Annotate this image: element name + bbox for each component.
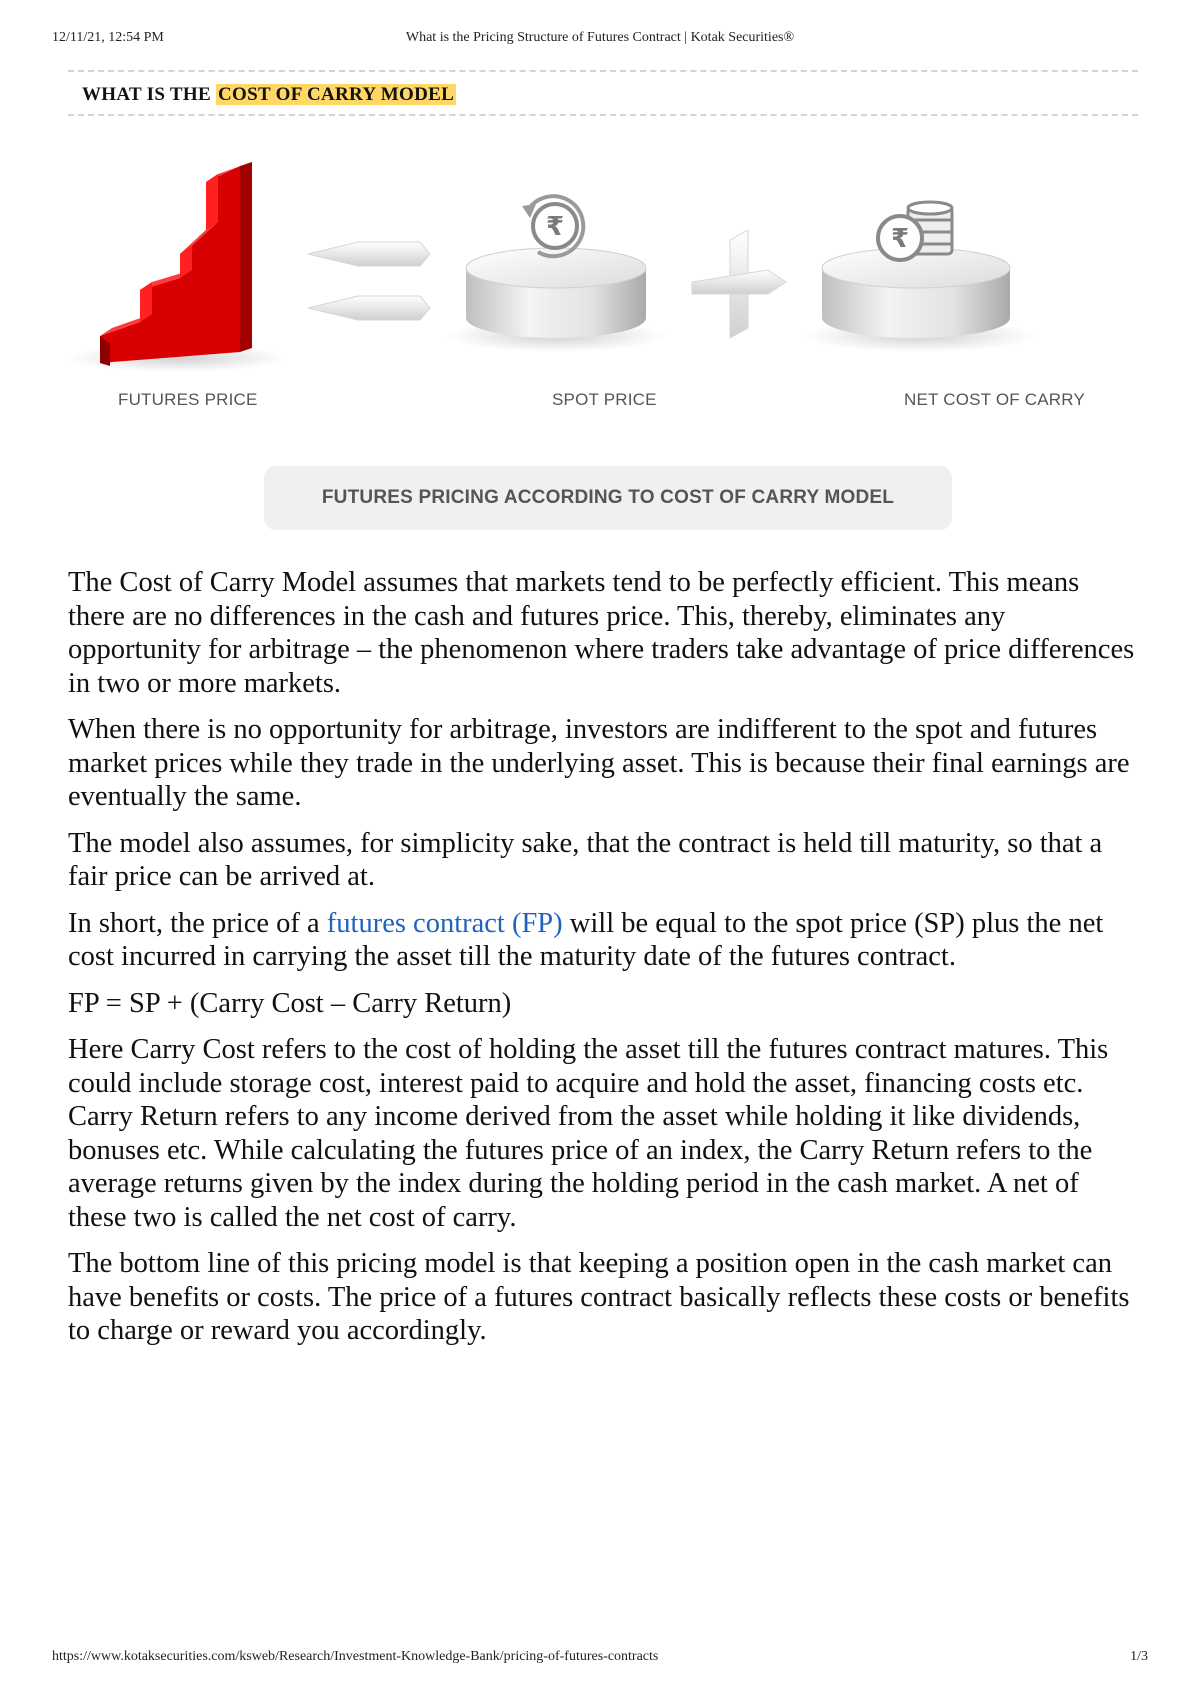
print-url: https://www.kotaksecurities.com/ksweb/Research/Investment-Knowledge-Bank/pricing-of-futures-contracts — [52, 1649, 659, 1664]
print-page-number: 1/3 — [1130, 1649, 1148, 1664]
label-net-cost-of-carry: NET COST OF CARRY — [904, 390, 1085, 409]
rupee-symbol-carry: ₹ — [890, 224, 910, 254]
heading-prefix: WHAT IS THE — [82, 84, 217, 105]
rupee-coins-icon — [878, 202, 952, 260]
print-header — [52, 30, 1148, 50]
label-futures-price: FUTURES PRICE — [118, 390, 258, 409]
plus-sign-graphic — [692, 230, 786, 338]
paragraph-3: The model also assumes, for simplicity sake, that the contract is held till maturity, so that a fair price can be arrived at. — [68, 827, 1103, 892]
paragraph-4 — [68, 907, 1138, 974]
print-footer — [52, 1649, 1148, 1669]
label-spot-price: SPOT PRICE — [552, 390, 657, 409]
pricing-formula: FP = SP + (Carry Cost – Carry Return) — [68, 987, 512, 1019]
spot-price-graphic — [446, 196, 666, 352]
heading-divider-bottom — [68, 114, 1138, 116]
paragraph-4-start: In short, the price of a — [68, 907, 327, 939]
paragraph-2: When there is no opportunity for arbitrage, investors are indifferent to the spot and futures market prices while they trade in the underlying asset. This is because their final earnings are eventually the same. — [68, 714, 1130, 812]
paragraph-6: The bottom line of this pricing model is that keeping a position open in the cash market can have benefits or costs. The price of a futures contract basically reflects these costs or benefits to charge or reward you accordingly. — [68, 1248, 1130, 1346]
paragraph-5: Here Carry Cost refers to the cost of holding the asset till the futures contract matures. This could include storage cost, interest paid to acquire and hold the asset, financing costs etc. Carry Return refers to any income derived from the asset while holding it like dividends, bonuses etc. While calculating the futures price of an index, the Carry Return refers to the average returns given by the index during the holding period in the cash market. A net of these two is called the net cost of carry. — [68, 1034, 1109, 1233]
paragraph-1: The Cost of Carry Model assumes that markets tend to be perfectly efficient. This means there are no differences in the cash and futures price. This, thereby, eliminates any opportunity for arbitrage – the phenomenon where traders take advantage of price differences in two or more markets. — [68, 567, 1135, 699]
futures-contract-link[interactable]: futures contract (FP) — [326, 907, 563, 939]
print-page-title: What is the Pricing Structure of Futures Contract | Kotak Securities® — [405, 30, 795, 45]
infographic-banner: FUTURES PRICING ACCORDING TO COST OF CARRY MODEL — [264, 466, 952, 530]
rupee-cycle-icon — [522, 196, 583, 256]
rupee-symbol-spot: ₹ — [545, 212, 565, 242]
section-heading — [68, 70, 1138, 116]
futures-price-graphic — [68, 162, 288, 372]
heading-divider-top — [68, 70, 1138, 72]
equals-sign-graphic — [308, 242, 430, 320]
cost-of-carry-infographic — [68, 158, 1138, 538]
heading-highlight: COST OF CARRY MODEL — [218, 84, 455, 105]
article-body — [68, 566, 1138, 1361]
net-cost-of-carry-graphic — [804, 202, 1036, 352]
infographic-illustration — [68, 158, 1138, 458]
print-datetime: 12/11/21, 12:54 PM — [52, 30, 164, 45]
section-heading-text — [82, 84, 456, 106]
paragraph-4-end: will be equal to the spot price (SP) plus the net cost incurred in carrying the asset till the maturity date of the futures contract. — [68, 907, 1104, 972]
